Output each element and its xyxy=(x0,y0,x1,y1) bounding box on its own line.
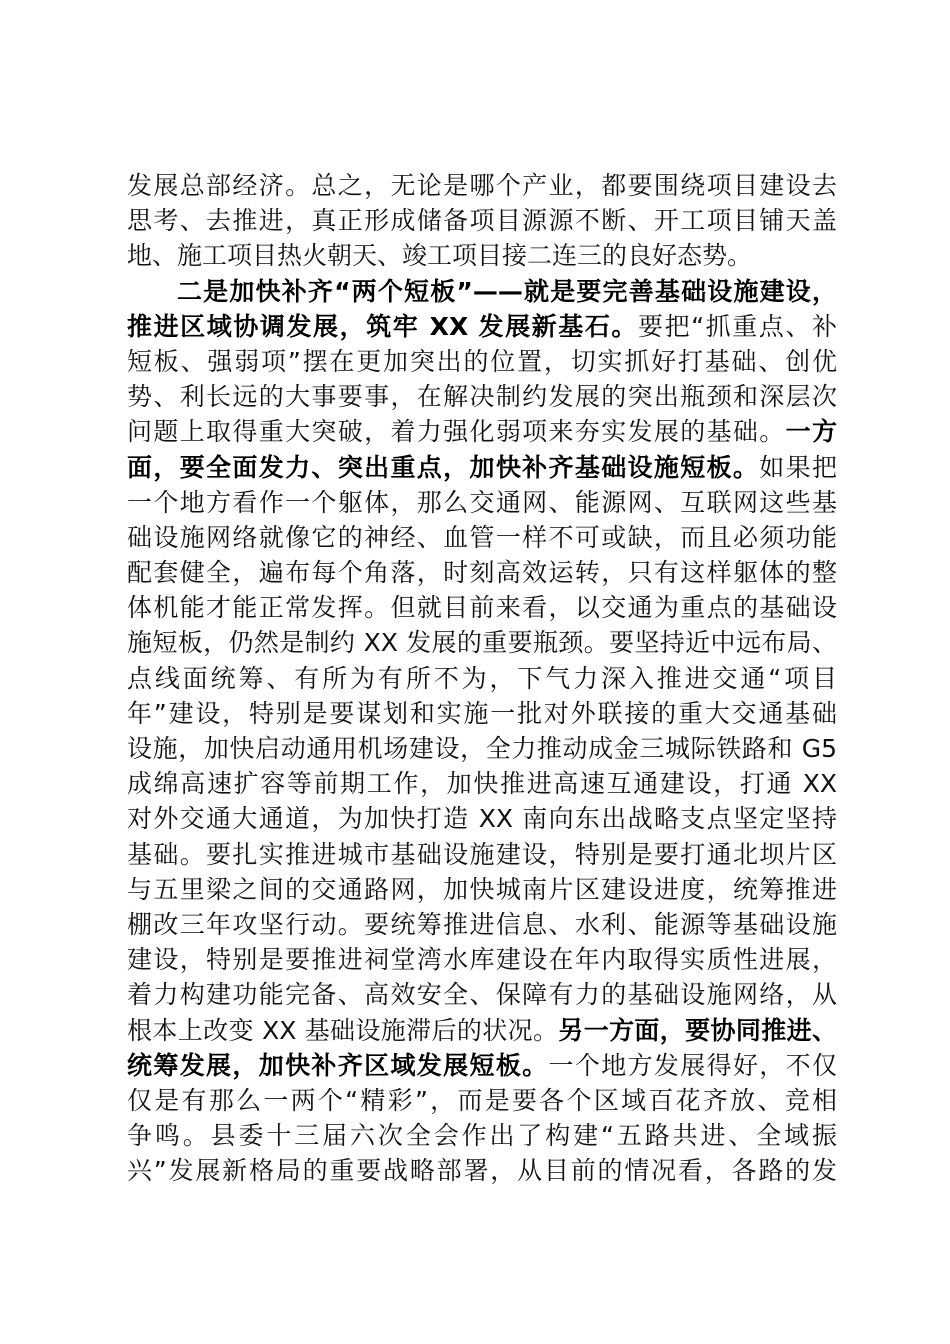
bold-text-run: 一方 xyxy=(785,417,837,447)
text-line xyxy=(127,1083,837,1118)
text-run: 棚改三年攻坚行动。要统筹推进信息、水利、能源等基础设施 xyxy=(127,909,837,939)
body-text xyxy=(127,168,837,1188)
text-line xyxy=(127,1118,837,1153)
text-run: 兴”发展新格局的重要战略部署，从目前的情况看，各路的发 xyxy=(127,1156,837,1186)
text-run: 要把“抓重点、补 xyxy=(637,311,837,341)
text-line xyxy=(127,1048,837,1083)
text-line xyxy=(127,344,837,379)
text-run: 如果把 xyxy=(759,452,837,482)
text-line xyxy=(127,731,837,766)
text-line xyxy=(127,837,837,872)
text-run: 仅是有那么一两个“精彩”，而是要各个区域百花齐放、竞相 xyxy=(127,1085,837,1115)
text-line xyxy=(127,168,837,203)
text-run: 年”建设，特别是要谋划和实施一批对外联接的重大交通基础 xyxy=(127,698,837,728)
text-line xyxy=(127,696,837,731)
text-run: 争鸣。县委十三届六次全会作出了构建“五路共进、全域振 xyxy=(127,1121,837,1151)
text-run: 配套健全，遍布每个角落，时刻高效运转，只有这样躯体的整 xyxy=(127,558,837,588)
text-run: 思考、去推进，真正形成储备项目源源不断、开工项目铺天盖 xyxy=(127,206,837,236)
text-run: 短板、强弱项”摆在更加突出的位置，切实抓好打基础、创优 xyxy=(127,346,837,376)
text-line xyxy=(127,801,837,836)
text-line xyxy=(127,485,837,520)
text-line xyxy=(127,555,837,590)
text-run: 势、利长远的大事要事，在解决制约发展的突出瓶颈和深层次 xyxy=(127,382,837,412)
bold-text-run: 另一方面，要协同推进、 xyxy=(558,1015,837,1045)
text-run: 根本上改变 XX 基础设施滞后的状况。 xyxy=(127,1015,559,1045)
text-run: 发展总部经济。总之，无论是哪个产业，都要围绕项目建设去 xyxy=(127,171,837,200)
text-line xyxy=(127,379,837,414)
text-run: 地、施工项目热火朝天、竣工项目接二连三的良好态势。 xyxy=(127,241,753,271)
text-line xyxy=(127,661,837,696)
text-line xyxy=(127,590,837,625)
text-line xyxy=(127,203,837,238)
text-run: 基础。要扎实推进城市基础设施建设，特别是要打通北坝片区 xyxy=(127,839,837,869)
text-line xyxy=(127,872,837,907)
text-run: 问题上取得重大突破，着力强化弱项来夯实发展的基础。 xyxy=(127,417,786,447)
text-line xyxy=(127,907,837,942)
text-run: 点线面统筹、有所为有所不为，下气力深入推进交通“项目 xyxy=(127,663,837,693)
text-run: 建设，特别是要推进祠堂湾水库建设在年内取得实质性进展， xyxy=(127,945,837,975)
text-line xyxy=(127,309,837,344)
text-line xyxy=(127,1153,837,1188)
text-run: 一个地方看作一个躯体，那么交通网、能源网、互联网这些基 xyxy=(127,487,837,517)
bold-text-run: 统筹发展，加快补齐区域发展短板。 xyxy=(127,1050,549,1080)
text-line xyxy=(127,238,837,273)
bold-text-run: 面，要全面发力、突出重点，加快补齐基础设施短板。 xyxy=(127,452,760,482)
text-run: 础设施网络就像它的神经、血管一样不可或缺，而且必须功能 xyxy=(127,522,837,552)
bold-text-run: 二是加快补齐“两个短板”——就是要完善基础设施建设， xyxy=(177,276,837,306)
text-run: 一个地方发展得好，不仅 xyxy=(548,1050,837,1080)
text-line xyxy=(127,1013,837,1048)
text-run: 着力构建功能完备、高效安全、保障有力的基础设施网络，从 xyxy=(127,980,837,1010)
bold-text-run: 推进区域协调发展，筑牢 XX 发展新基石。 xyxy=(127,311,638,341)
text-run: 体机能才能正常发挥。但就目前来看，以交通为重点的基础设 xyxy=(127,593,837,623)
text-line xyxy=(127,274,837,309)
text-run: 对外交通大通道，为加快打造 XX 南向东出战略支点坚定坚持 xyxy=(127,804,837,834)
text-line xyxy=(127,520,837,555)
text-run: 施短板，仍然是制约 XX 发展的重要瓶颈。要坚持近中远布局、 xyxy=(127,628,837,658)
text-line xyxy=(127,450,837,485)
text-line xyxy=(127,625,837,660)
text-line xyxy=(127,977,837,1012)
text-line xyxy=(127,766,837,801)
text-run: 与五里梁之间的交通路网，加快城南片区建设进度，统筹推进 xyxy=(127,874,837,904)
text-line xyxy=(127,942,837,977)
text-run: 成绵高速扩容等前期工作，加快推进高速互通建设，打通 XX xyxy=(127,769,837,799)
text-run: 设施，加快启动通用机场建设，全力推动成金三城际铁路和 G5 xyxy=(127,734,837,763)
text-line xyxy=(127,414,837,449)
